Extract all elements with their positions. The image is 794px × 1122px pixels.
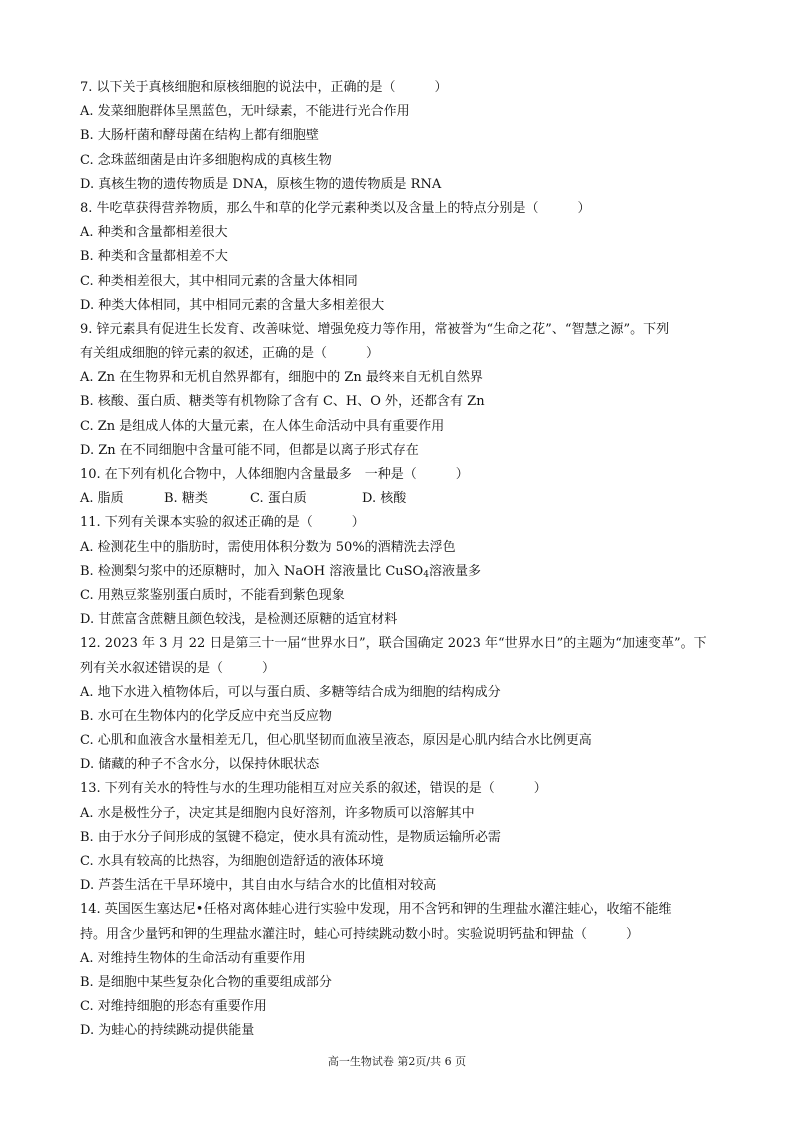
question-stem: 7. 以下关于真核细胞和原核细胞的说法中，正确的是（ ） (80, 80, 448, 95)
option-c: C. 心肌和血液含水量相差无几，但心肌坚韧而血液呈液态，原因是心肌内结合水比例更高 (80, 733, 592, 749)
option-c: C. Zn 是组成人体的大量元素，在人体生命活动中具有重要作用 (80, 418, 445, 434)
option-b: B. 由于水分子间形成的氢键不稳定，使水具有流动性，是物质运输所必需 (80, 829, 501, 845)
option-d: D. 甘蔗富含蔗糖且颜色较浅，是检测还原糖的适宜材料 (80, 612, 398, 628)
option-b: B. 大肠杆菌和酵母菌在结构上都有细胞壁 (80, 128, 319, 144)
subscript: 4 (423, 569, 429, 580)
option-a: A. Zn 在生物界和无机自然界都有，细胞中的 Zn 最终来自无机自然界 (80, 370, 483, 386)
option-d: D. 核酸 (362, 491, 407, 507)
question-9 (80, 318, 720, 463)
question-stem: 14. 英国医生塞达尼•任格对离体蛙心进行实验中发现，用不含钙和钾的生理盐水灌注蛙心，收缩不能维 (80, 902, 672, 918)
option-a: A. 脂质 (80, 491, 124, 507)
question-list (80, 76, 720, 1044)
option-b: B. 糖类 (164, 491, 208, 507)
option-b: B. 种类和含量都相差不大 (80, 249, 228, 265)
option-d: D. Zn 在不同细胞中含量可能不同，但都是以离子形式存在 (80, 442, 419, 458)
question-11 (80, 511, 720, 632)
option-a: A. 检测花生中的脂肪时，需使用体积分数为 50%的酒精洗去浮色 (80, 539, 456, 555)
question-stem: 12. 2023 年 3 月 22 日是第三十一届“世界水日”，联合国确定 2023 年“世界水日”的主题为“加速变革”。下 (80, 636, 707, 652)
question-stem: 8. 牛吃草获得营养物质，那么牛和草的化学元素种类以及含量上的特点分别是（ ） (80, 200, 591, 216)
option-a: A. 发菜细胞群体呈黑蓝色，无叶绿素，不能进行光合作用 (80, 104, 410, 120)
option-d: D. 为蛙心的持续跳动提供能量 (80, 1023, 255, 1039)
option-c: C. 念珠蓝细菌是由许多细胞构成的真核生物 (80, 152, 332, 168)
question-stem: 10. 在下列有机化合物中，人体细胞内含量最多 一种是（ ） (80, 467, 469, 482)
option-c: C. 种类相差很大，其中相同元素的含量大体相同 (80, 273, 358, 289)
option-c: C. 蛋白质 (250, 491, 307, 507)
option-b-text-end: 溶液量多 (428, 563, 481, 579)
question-7 (80, 76, 720, 197)
question-stem-cont: 持。用含少量钙和钾的生理盐水灌注时，蛙心可持续跳动数小时。实验说明钙盐和钾盐（ ） (80, 926, 640, 942)
option-a: A. 对维持生物体的生命活动有重要作用 (80, 950, 306, 966)
option-c: C. 用熟豆浆鉴别蛋白质时，不能看到紫色现象 (80, 587, 345, 603)
question-stem: 11. 下列有关课本实验的叙述正确的是（ ） (80, 515, 365, 531)
question-10 (80, 463, 720, 511)
option-d: D. 真核生物的遗传物质是 DNA，原核生物的遗传物质是 RNA (80, 176, 442, 192)
question-13 (80, 777, 720, 898)
page-footer: 高一生物试卷 第2页/共 6 页 (327, 1055, 467, 1068)
question-12 (80, 632, 720, 777)
option-b (80, 560, 720, 584)
option-a: A. 水是极性分子，决定其是细胞内良好溶剂，许多物质可以溶解其中 (80, 805, 475, 821)
option-c: C. 对维持细胞的形态有重要作用 (80, 999, 267, 1015)
option-b-text: B. 检测梨匀浆中的还原糖时，加入 NaOH 溶液量比 CuSO (80, 563, 424, 579)
option-d: D. 芦荟生活在干旱环境中，其自由水与结合水的比值相对较高 (80, 878, 437, 894)
option-a: A. 地下水进入植物体后，可以与蛋白质、多糖等结合成为细胞的结构成分 (80, 684, 501, 700)
question-stem-cont: 有关组成细胞的锌元素的叙述，正确的是（ ） (80, 346, 380, 362)
option-d: D. 储藏的种子不含水分，以保持休眠状态 (80, 757, 320, 773)
question-stem-cont: 列有关水叙述错误的是（ ） (80, 660, 276, 676)
option-b: B. 核酸、蛋白质、糖类等有机物除了含有 C、H、O 外，还都含有 Zn (80, 394, 485, 410)
question-8 (80, 197, 720, 318)
option-b: B. 水可在生物体内的化学反应中充当反应物 (80, 708, 332, 724)
question-14 (80, 898, 720, 1043)
option-d: D. 种类大体相同，其中相同元素的含量大多相差很大 (80, 297, 385, 313)
option-a: A. 种类和含量都相差很大 (80, 225, 228, 241)
option-c: C. 水具有较高的比热容，为细胞创造舒适的液体环境 (80, 854, 384, 869)
question-stem: 13. 下列有关水的特性与水的生理功能相互对应关系的叙述，错误的是（ ） (80, 781, 547, 797)
inline-options (80, 487, 720, 511)
option-b: B. 是细胞中某些复杂化合物的重要组成部分 (80, 974, 332, 990)
question-stem: 9. 锌元素具有促进生长发育、改善味觉、增强免疫力等作用，常被誉为“生命之花”、“智慧之源”。下列 (80, 321, 670, 337)
